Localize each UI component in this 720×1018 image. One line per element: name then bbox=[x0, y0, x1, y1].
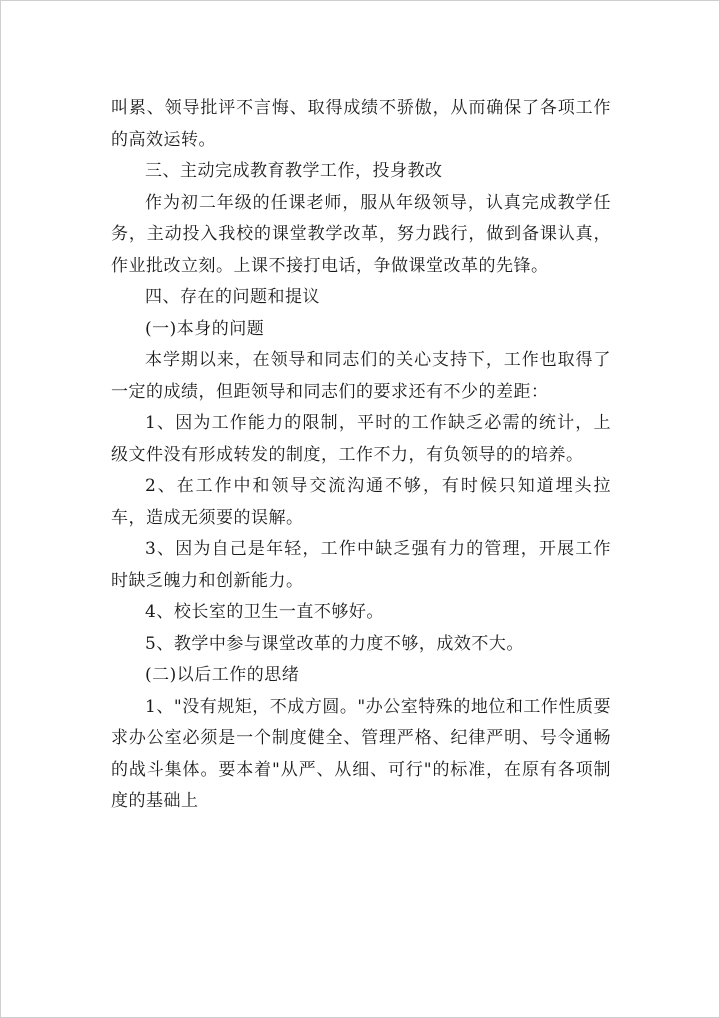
document-body bbox=[111, 93, 611, 818]
paragraph-3: 本学期以来，在领导和同志们的关心支持下，工作也取得了一定的成绩，但距领导和同志们的要求还有不少的差距： bbox=[111, 350, 611, 402]
list-item-5: 5、教学中参与课堂改革的力度不够，成效不大。 bbox=[145, 633, 524, 654]
paragraph-1: 叫累、领导批评不言悔、取得成绩不骄傲，从而确保了各项工作的高效运转。 bbox=[111, 98, 611, 150]
subheading-2: (二)以后工作的思绪 bbox=[145, 665, 300, 685]
list-item-6: 1、"没有规矩，不成方圆。"办公室特殊的地位和工作性质要求办公室必须是一个制度健全、管理严格、纪律严明、号令通畅的战斗集体。要本着"从严、从细、可行"的标准，在原有各项制度的基础上 bbox=[111, 696, 611, 811]
section-heading-4: 四、存在的问题和提议 bbox=[145, 287, 320, 307]
section-heading-3: 三、主动完成教育教学工作，投身教改 bbox=[145, 161, 443, 181]
list-item-3: 3、因为自己是年轻，工作中缺乏强有力的管理，开展工作时缺乏魄力和创新能力。 bbox=[111, 539, 611, 591]
paragraph-2: 作为初二年级的任课老师，服从年级领导，认真完成教学任务，主动投入我校的课堂教学改革，努力践行，做到备课认真，作业批改立刻。上课不接打电话，争做课堂改革的先锋。 bbox=[111, 192, 611, 276]
list-item-1: 1、因为工作能力的限制，平时的工作缺乏必需的统计，上级文件没有形成转发的制度，工作不力，有负领导的的培养。 bbox=[111, 413, 611, 465]
subheading-1: (一)本身的问题 bbox=[145, 318, 265, 339]
list-item-4: 4、校长室的卫生一直不够好。 bbox=[145, 602, 384, 622]
list-item-2: 2、在工作中和领导交流沟通不够，有时候只知道埋头拉车，造成无须要的误解。 bbox=[111, 476, 611, 528]
